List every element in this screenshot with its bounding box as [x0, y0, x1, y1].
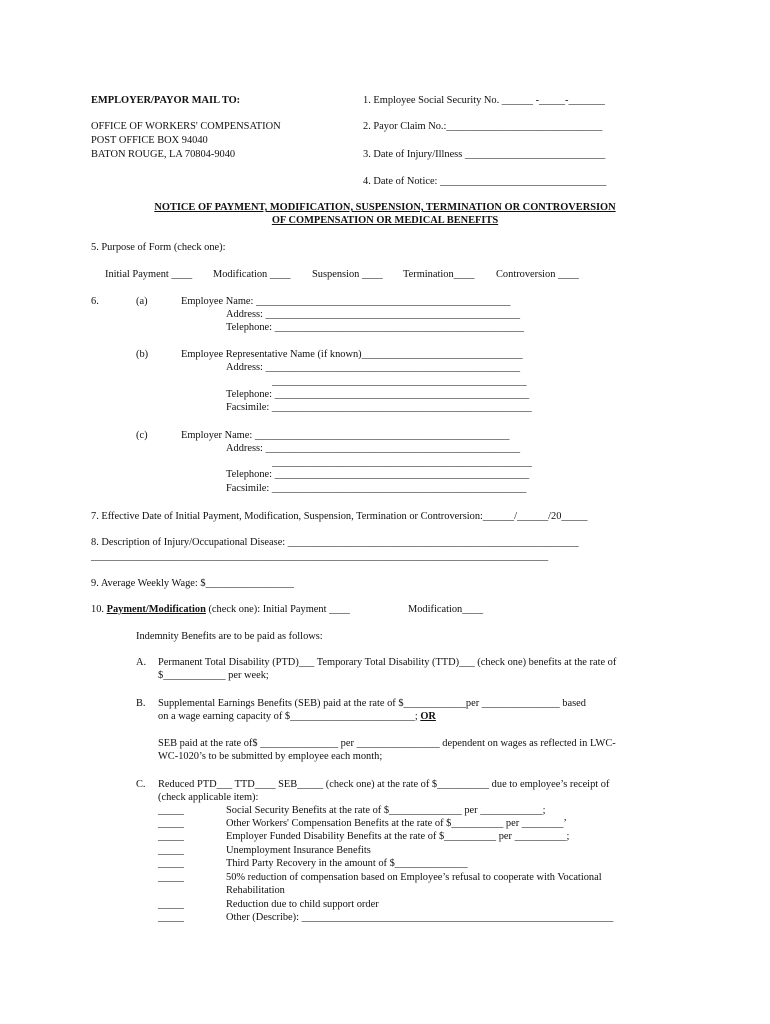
- indemnity-intro: Indemnity Benefits are to be paid as follows:: [136, 631, 323, 642]
- employee-telephone-field[interactable]: Telephone: ________________________________________________: [226, 322, 524, 333]
- item-a-letter: A.: [136, 657, 147, 668]
- checkbox-blank[interactable]: _____: [158, 818, 184, 829]
- ptd-ttd-rate-line1[interactable]: Permanent Total Disability (PTD)___ Temporary Total Disability (TTD)___ (check one) benefits at the rate of: [158, 657, 617, 668]
- unemployment-offset: Unemployment Insurance Benefits: [226, 845, 371, 856]
- ptd-ttd-rate-line2[interactable]: $____________ per week;: [158, 670, 269, 681]
- po-box: POST OFFICE BOX 94040: [91, 135, 208, 146]
- checkbox-blank[interactable]: _____: [158, 912, 184, 923]
- representative-address-field[interactable]: Address: _________________________________________________: [226, 362, 521, 373]
- purpose-label: 5. Purpose of Form (check one):: [91, 242, 226, 253]
- checkbox-blank[interactable]: _____: [158, 845, 184, 856]
- purpose-controversion[interactable]: Controversion ____: [496, 269, 579, 280]
- employee-address-field[interactable]: Address: _________________________________________________: [226, 309, 521, 320]
- social-security-offset[interactable]: Social Security Benefits at the rate of $______________ per ____________;: [226, 805, 546, 816]
- checkbox-blank[interactable]: _____: [158, 872, 184, 883]
- checkbox-blank[interactable]: _____: [158, 805, 184, 816]
- seb-wage-capacity-text[interactable]: on a wage earning capacity of $________________________;: [158, 711, 421, 722]
- payment-modification-line: [91, 603, 350, 616]
- checkbox-blank[interactable]: _____: [158, 831, 184, 842]
- injury-description-line2[interactable]: ________________________________________________________________________________________: [91, 551, 549, 562]
- section6a-letter: (a): [136, 296, 148, 307]
- child-support-reduction: Reduction due to child support order: [226, 899, 379, 910]
- seb-monthly-rate-line1[interactable]: SEB paid at the rate of$ _______________ per ________________ dependent on wages as reflected in LWC-: [158, 738, 616, 749]
- purpose-initial-payment[interactable]: Initial Payment ____: [105, 269, 193, 280]
- mail-to-label: EMPLOYER/PAYOR MAIL TO:: [91, 95, 241, 106]
- payor-claim-field[interactable]: 2. Payor Claim No.:______________________________: [363, 121, 603, 132]
- other-describe-field[interactable]: Other (Describe): ____________________________________________________________: [226, 912, 614, 923]
- checkbox-blank[interactable]: _____: [158, 899, 184, 910]
- section6c-letter: (c): [136, 430, 148, 441]
- office-name: OFFICE OF WORKERS' COMPENSATION: [91, 121, 281, 132]
- employer-address-field[interactable]: Address: _________________________________________________: [226, 443, 521, 454]
- effective-date-field[interactable]: 7. Effective Date of Initial Payment, Modification, Suspension, Termination or Controversion:______/______/20_____: [91, 511, 588, 522]
- item10-modification[interactable]: Modification____: [408, 604, 484, 615]
- city-address: BATON ROUGE, LA 70804-9040: [91, 149, 236, 160]
- date-of-injury-field[interactable]: 3. Date of Injury/Illness ___________________________: [363, 149, 606, 160]
- seb-rate-line1[interactable]: Supplemental Earnings Benefits (SEB) paid at the rate of $____________per _______________ based: [158, 698, 586, 709]
- representative-facsimile-field[interactable]: Facsimile: __________________________________________________: [226, 402, 532, 413]
- other-workers-comp-offset[interactable]: Other Workers' Compensation Benefits at the rate of $__________ per ________’: [226, 818, 567, 829]
- date-of-notice-field[interactable]: 4. Date of Notice: ________________________________: [363, 176, 607, 187]
- employer-name-field[interactable]: Employer Name: _________________________________________________: [181, 430, 510, 441]
- item-b-letter: B.: [136, 698, 146, 709]
- payment-modification-label: Payment/Modification: [106, 604, 206, 615]
- representative-name-field[interactable]: Employee Representative Name (if known)_______________________________: [181, 349, 523, 360]
- item10-number: 10.: [91, 604, 107, 615]
- injury-description-field[interactable]: 8. Description of Injury/Occupational Disease: ________________________________________________________: [91, 537, 579, 548]
- purpose-suspension[interactable]: Suspension ____: [312, 269, 383, 280]
- section6b-letter: (b): [136, 349, 149, 360]
- vocational-rehab-reduction: 50% reduction of compensation based on Employee’s refusal to cooperate with Vocational: [226, 872, 602, 883]
- form-title-line1: NOTICE OF PAYMENT, MODIFICATION, SUSPENSION, TERMINATION OR CONTROVERSION: [154, 202, 616, 213]
- purpose-termination[interactable]: Termination____: [403, 269, 475, 280]
- seb-monthly-rate-line2: WC-1020’s to be submitted by employee each month;: [158, 751, 383, 762]
- third-party-recovery[interactable]: Third Party Recovery in the amount of $______________: [226, 858, 468, 869]
- purpose-modification[interactable]: Modification ____: [213, 269, 291, 280]
- representative-telephone-field[interactable]: Telephone: _________________________________________________: [226, 389, 530, 400]
- seb-or-label: OR: [420, 711, 436, 722]
- item10-initial-payment[interactable]: (check one): Initial Payment ____: [205, 604, 350, 615]
- section6-number: 6.: [91, 296, 99, 307]
- representative-address-line2[interactable]: _________________________________________________: [272, 376, 527, 387]
- form-title-line2: OF COMPENSATION OR MEDICAL BENEFITS: [271, 215, 499, 226]
- employer-disability-offset[interactable]: Employer Funded Disability Benefits at the rate of $__________ per __________;: [226, 831, 570, 842]
- average-weekly-wage-field[interactable]: 9. Average Weekly Wage: $_________________: [91, 578, 294, 589]
- ssn-field[interactable]: 1. Employee Social Security No. ______ -_____-_______: [363, 95, 605, 106]
- employer-telephone-field[interactable]: Telephone: _________________________________________________: [226, 469, 530, 480]
- checkbox-blank[interactable]: _____: [158, 858, 184, 869]
- vocational-rehab-reduction-cont: Rehabilitation: [226, 885, 285, 896]
- reduced-benefits-line1[interactable]: Reduced PTD___ TTD____ SEB_____ (check one) at the rate of $__________ due to employee’s receipt of: [158, 779, 610, 790]
- employee-name-field[interactable]: Employee Name: _________________________________________________: [181, 296, 511, 307]
- reduced-benefits-line2: (check applicable item):: [158, 792, 259, 803]
- employer-facsimile-field[interactable]: Facsimile: _________________________________________________: [226, 483, 527, 494]
- item-c-letter: C.: [136, 779, 146, 790]
- seb-wage-capacity-line[interactable]: [158, 710, 436, 723]
- employer-address-line2[interactable]: __________________________________________________: [272, 457, 532, 468]
